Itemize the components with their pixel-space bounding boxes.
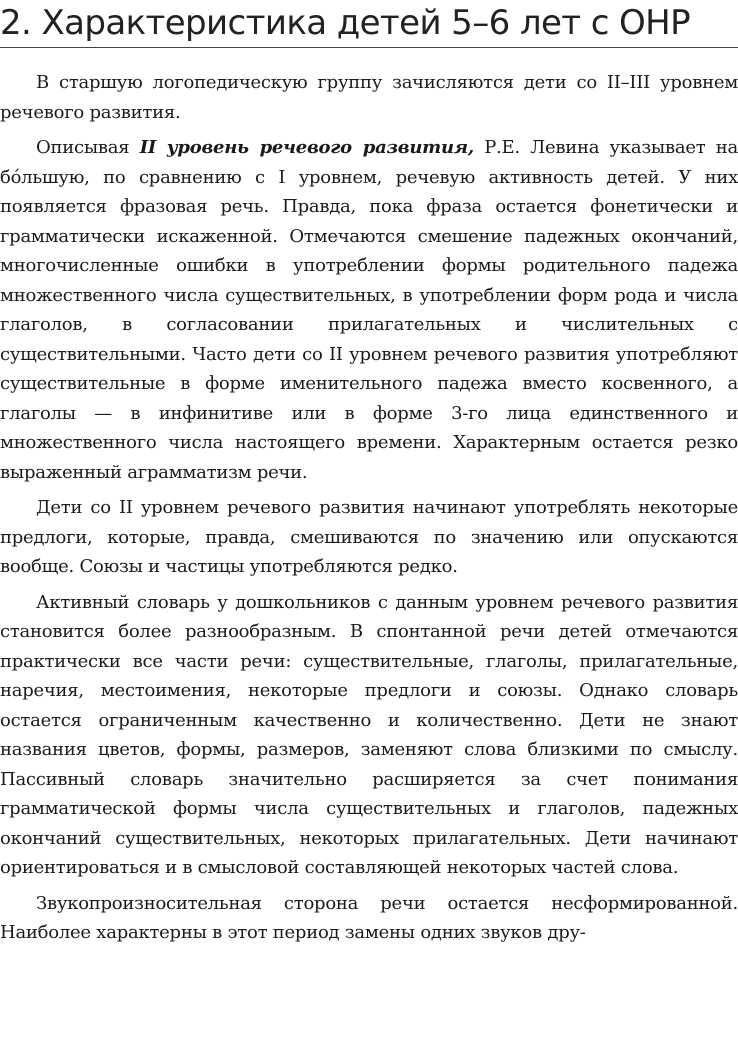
paragraph-2-rest: Р.Е. Левина указывает на бóльшую, по сравнению с I уровнем, речевую активность детей. У них появляется фразовая речь. Правда, пока фраза остается фонетически и грамматически искаженной. Отмечаются смешение падежных окончаний, многочисленные ошибки в употреблении формы родительного падежа множественного числа существительных, в употреблении форм рода и числа глаголов, в согласовании прилагательных и числительных с существительными. Часто дети со II уровнем речевого развития употребляют существительные в форме именительного падежа вместо косвенного, а глаголы — в инфинитиве или в форме 3-го лица единственного и множественного числа настоящего времени. Характерным остается резко выраженный аграмматизм речи. bbox=[0, 137, 738, 483]
body-text bbox=[0, 68, 738, 954]
paragraph-1: В старшую логопедическую группу зачисляются дети со II–III уровнем речевого развития. bbox=[0, 72, 738, 123]
paragraph-2-emphasis: II уровень речевого развития, bbox=[139, 137, 474, 158]
paragraph-3: Дети со II уровнем речевого развития начинают употреблять некоторые предлоги, которые, правда, смешиваются по значению или опускаются вообще. Союзы и частицы употребляются редко. bbox=[0, 497, 738, 577]
chapter-title: 2. Характеристика детей 5–6 лет с ОНР bbox=[0, 3, 691, 43]
paragraph-2 bbox=[0, 133, 738, 487]
title-divider bbox=[0, 47, 738, 48]
paragraph-5: Звукопроизносительная сторона речи остается несформированной. Наиболее характерны в этот период замены одних звуков дру- bbox=[0, 892, 738, 943]
paragraph-2-lead: Описывая bbox=[36, 137, 140, 158]
paragraph-4: Активный словарь у дошкольников с данным уровнем речевого развития становится более разнообразным. В спонтанной речи детей отмечаются практически все части речи: существительные, глаголы, прилагательные, наречия, местоимения, некоторые предлоги и союзы. Однако словарь остается ограниченным качественно и количественно. Дети не знают названия цветов, формы, размеров, заменяют слова близкими по смыслу. Пассивный словарь значительно расширяется за счет понимания грамматической формы числа существительных и глаголов, падежных окончаний существительных, некоторых прилагательных. Дети начинают ориентироваться и в смысловой составляющей некоторых частей слова. bbox=[0, 591, 738, 878]
